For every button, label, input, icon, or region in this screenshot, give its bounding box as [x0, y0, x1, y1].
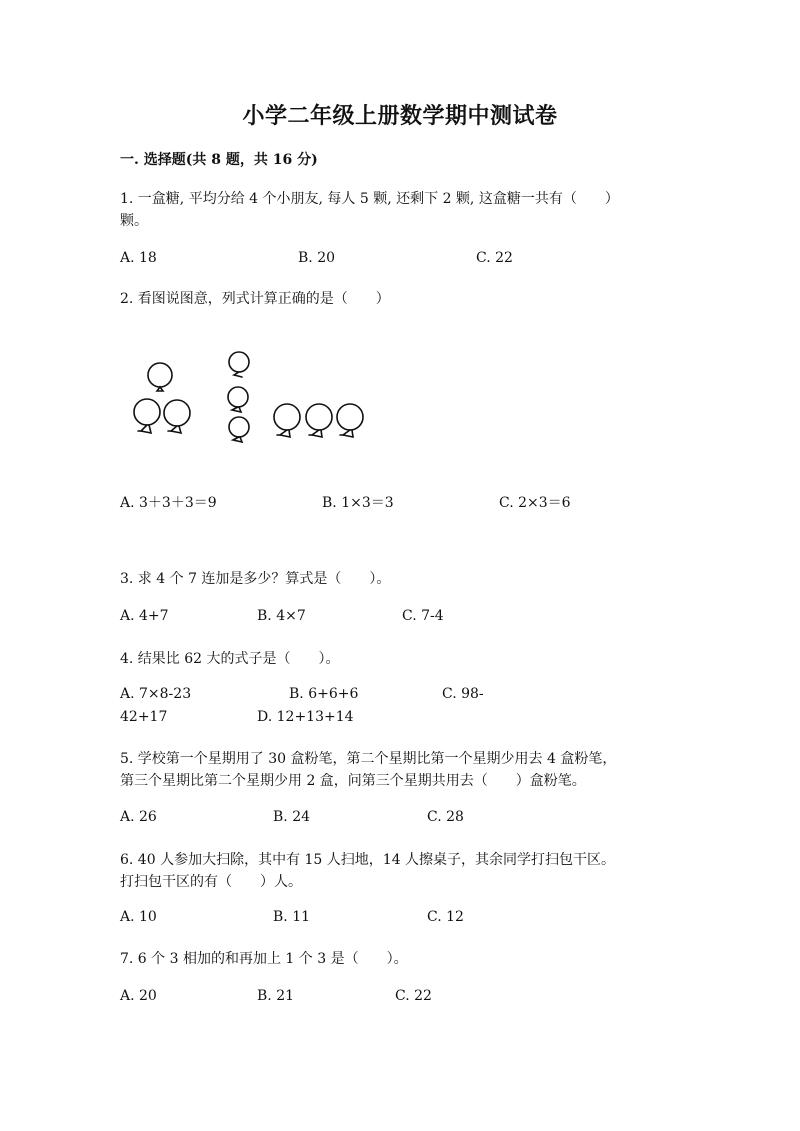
question-6-line-1: 6. 40 人参加大扫除，其中有 15 人扫地，14 人擦桌子，其余同学打扫包干区。 [120, 852, 616, 868]
question-6-option-c[interactable]: C. 12 [427, 909, 464, 925]
question-7-option-b[interactable]: B. 21 [257, 988, 295, 1004]
question-1-line-1: 1. 一盒糖, 平均分给 4 个小朋友, 每人 5 颗, 还剩下 2 颗, 这盒糖一共有（ ） [120, 191, 619, 207]
balloon-icon [306, 404, 332, 437]
question-5-option-b[interactable]: B. 24 [273, 809, 311, 825]
balloons-illustration [120, 345, 380, 445]
question-1-option-b[interactable]: B. 20 [298, 250, 336, 266]
balloon-icon [134, 399, 160, 433]
question-4-option-c-continued[interactable]: 42+17 [120, 709, 168, 725]
balloon-icon [274, 404, 300, 437]
question-2-option-b[interactable]: B. 1×3＝3 [322, 495, 394, 511]
question-4-option-c[interactable]: C. 98- [442, 686, 484, 702]
question-1-line-2: 颗。 [120, 213, 148, 229]
question-2-option-a[interactable]: A. 3＋3＋3＝9 [120, 495, 217, 511]
question-3-line-1: 3. 求 4 个 7 连加是多少？算式是（ ）。 [120, 571, 391, 587]
question-7-line-1: 7. 6 个 3 相加的和再加上 1 个 3 是（ ）。 [120, 951, 408, 967]
question-1-option-c[interactable]: C. 22 [476, 250, 513, 266]
balloon-group-2 [228, 352, 249, 442]
page-title: 小学二年级上册数学期中测试卷 [242, 103, 558, 129]
question-6-line-2: 打扫包干区的有（ ）人。 [120, 874, 302, 890]
question-1-option-a[interactable]: A. 18 [120, 250, 157, 266]
balloon-group-1 [134, 363, 190, 433]
question-5-option-a[interactable]: A. 26 [120, 809, 157, 825]
question-6-option-a[interactable]: A. 10 [120, 909, 157, 925]
balloon-icon [228, 387, 248, 412]
question-2-line-1: 2. 看图说图意，列式计算正确的是（ ） [120, 291, 390, 307]
question-3-option-a[interactable]: A. 4+7 [120, 608, 169, 624]
balloon-icon [229, 352, 249, 377]
question-4-option-b[interactable]: B. 6+6+6 [289, 686, 359, 702]
balloon-icon [164, 400, 190, 433]
question-2-option-c[interactable]: C. 2×3＝6 [499, 495, 571, 511]
question-4-option-a[interactable]: A. 7×8-23 [120, 686, 192, 702]
question-3-option-b[interactable]: B. 4×7 [257, 608, 306, 624]
question-7-option-c[interactable]: C. 22 [395, 988, 432, 1004]
balloon-icon [337, 404, 363, 437]
question-5-line-1: 5. 学校第一个星期用了 30 盒粉笔，第二个星期比第一个星期少用去 4 盒粉笔， [120, 751, 617, 767]
section-heading: 一. 选择题(共 8 题，共 16 分) [120, 152, 318, 168]
balloon-group-3 [274, 404, 363, 437]
question-3-option-c[interactable]: C. 7-4 [402, 608, 444, 624]
question-7-option-a[interactable]: A. 20 [120, 988, 157, 1004]
question-5-option-c[interactable]: C. 28 [427, 809, 464, 825]
balloon-icon [148, 363, 172, 391]
question-4-line-1: 4. 结果比 62 大的式子是（ ）。 [120, 651, 340, 667]
question-4-option-d[interactable]: D. 12+13+14 [257, 709, 354, 725]
balloon-icon [229, 417, 249, 442]
question-5-line-2: 第三个星期比第二个星期少用 2 盒，问第三个星期共用去（ ）盒粉笔。 [120, 773, 586, 789]
question-6-option-b[interactable]: B. 11 [273, 909, 311, 925]
